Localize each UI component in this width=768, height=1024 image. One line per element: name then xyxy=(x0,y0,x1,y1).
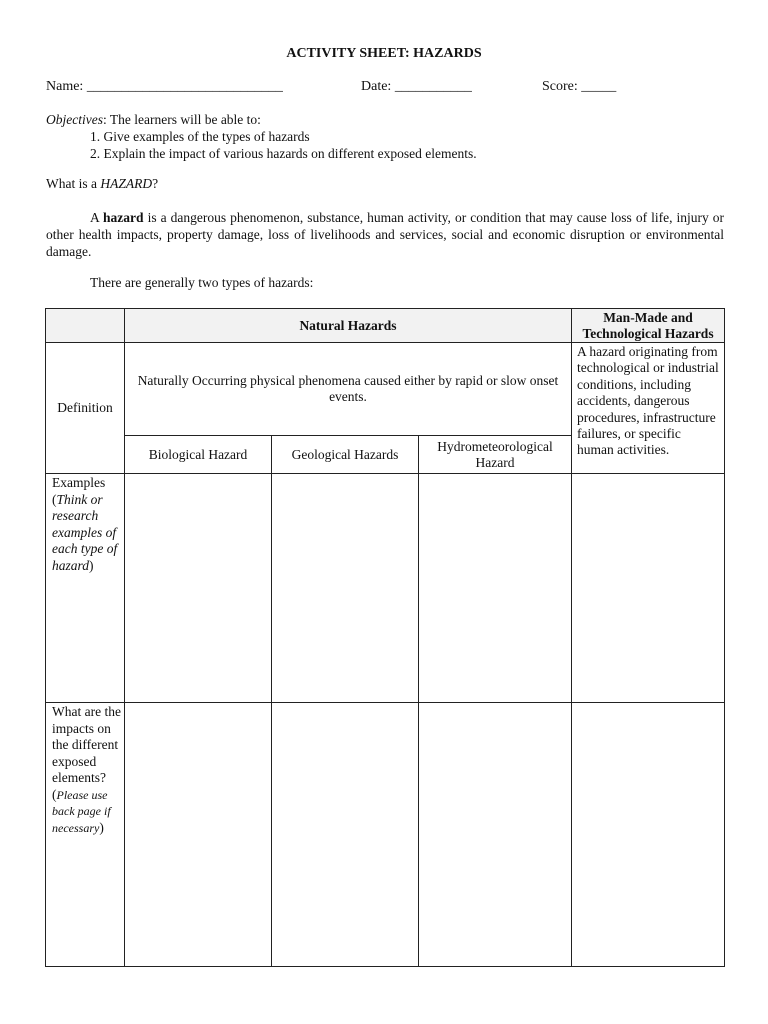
geological-hazards-header: Geological Hazards xyxy=(272,436,419,474)
hydrometeorological-hazard-header xyxy=(419,436,572,474)
name-field: Name: ____________________________ xyxy=(46,79,283,94)
hydro-line2: Hazard xyxy=(475,454,515,470)
question-prefix: What is a xyxy=(46,176,101,191)
objectives-label: Objectives xyxy=(46,112,103,127)
hydro-line1: Hydrometeorological xyxy=(437,438,553,454)
manmade-header-line1: Man-Made and xyxy=(603,309,693,325)
hazard-question xyxy=(46,176,158,192)
examples-label: Examples xyxy=(52,475,106,490)
impacts-hydro-cell[interactable] xyxy=(419,703,572,967)
definition-row-label: Definition xyxy=(46,343,125,474)
definition-body: is a dangerous phenomenon, substance, human activity, or condition that may cause loss of life, injury or other health impacts, property damage, loss of livelihoods and services, social and economic disruption or environmental damage. xyxy=(46,210,724,259)
impacts-label: What are the impacts on the different exposed elements? xyxy=(52,704,121,785)
question-suffix: ? xyxy=(152,176,159,191)
manmade-definition-cell: A hazard originating from technological or industrial conditions, including accidents, dangerous procedures, infrastructure failures, or specific human activities. xyxy=(572,343,725,474)
objectives-section xyxy=(46,111,477,162)
natural-hazards-header: Natural Hazards xyxy=(125,309,572,343)
natural-definition-cell: Naturally Occurring physical phenomena caused either by rapid or slow onset events. xyxy=(125,343,572,436)
hazard-definition xyxy=(46,209,724,260)
objective-item: 2. Explain the impact of various hazards on different exposed elements. xyxy=(90,146,477,161)
score-field: Score: _____ xyxy=(542,79,617,94)
impacts-biological-cell[interactable] xyxy=(125,703,272,967)
objectives-intro: : The learners will be able to: xyxy=(102,112,261,127)
definition-term: hazard xyxy=(103,210,144,225)
impacts-note: Please use back page if necessary xyxy=(52,787,111,835)
biological-hazard-header: Biological Hazard xyxy=(125,436,272,474)
examples-row-label: Examples (Think or research examples of each type of hazard) xyxy=(46,474,125,703)
impacts-manmade-cell[interactable] xyxy=(572,703,725,967)
question-term: HAZARD xyxy=(100,176,153,191)
types-intro: There are generally two types of hazards: xyxy=(90,275,314,290)
page-title: ACTIVITY SHEET: HAZARDS xyxy=(286,46,482,61)
corner-cell xyxy=(46,309,125,343)
objective-item: 1. Give examples of the types of hazards xyxy=(90,129,310,144)
examples-biological-cell[interactable] xyxy=(125,474,272,703)
hazards-table xyxy=(45,308,725,967)
examples-hydro-cell[interactable] xyxy=(419,474,572,703)
manmade-header-line2: Technological Hazards xyxy=(582,325,714,341)
impacts-row-label: What are the impacts on the different exposed elements? (Please use back page if necessary) xyxy=(46,703,125,967)
impacts-geological-cell[interactable] xyxy=(272,703,419,967)
date-field: Date: ___________ xyxy=(361,79,472,94)
examples-note: Think or research examples of each type of hazard xyxy=(52,491,118,573)
examples-manmade-cell[interactable] xyxy=(572,474,725,703)
definition-prefix: A xyxy=(90,210,104,225)
examples-geological-cell[interactable] xyxy=(272,474,419,703)
manmade-hazards-header xyxy=(572,309,725,343)
